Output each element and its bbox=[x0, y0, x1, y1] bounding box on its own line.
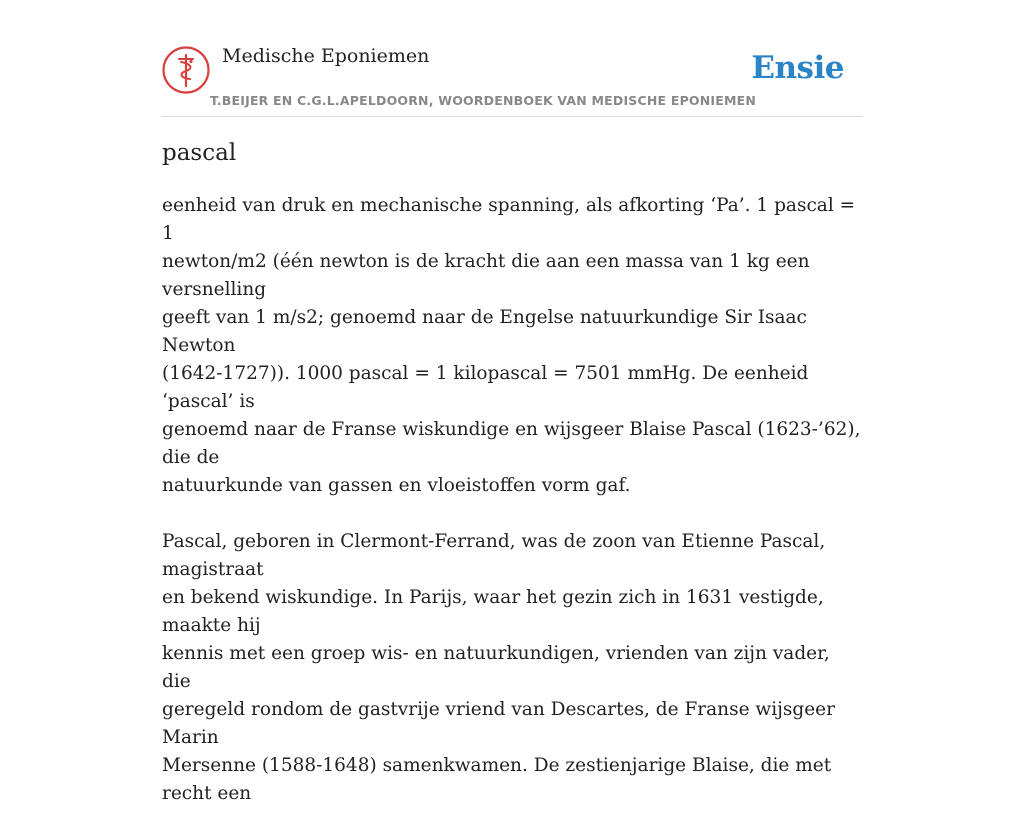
definition-paragraph: Pascal, geboren in Clermont-Ferrand, was de zoon van Etienne Pascal, magistraat en bekend wiskundige. In Parijs, waar het gezin zich in 1631 vestigde, maakte hij kennis met een groep wis- en natuurkundigen, vrienden van zijn vader, die geregeld rondom de gastvrije vriend van Descartes, de Franse wijsgeer Marin Mersenne (1588-1648) samenkwamen. De zestienjarige Blaise, die met recht een bbox=[162, 531, 835, 804]
definition-paragraph: eenheid van druk en mechanische spanning, als afkorting ‘Pa’. 1 pascal = 1 newton/m2 (één newton is de kracht die aan een massa van 1 kg een versnelling geeft van 1 m/s2; genoemd naar de Engelse natuurkundige Sir Isaac Newton (1642-1727)). 1000 pascal = 1 kilopascal = 7501 mmHg. De eenheid ‘pascal’ is genoemd naar de Franse wiskundige en wijsgeer Blaise Pascal (1623-’62), die de natuurkunde van gassen en vloeistoffen vorm gaf. bbox=[162, 195, 861, 496]
entry-headword: pascal bbox=[162, 140, 237, 166]
source-byline: T.BEIJER EN C.G.L.APELDOORN, WOORDENBOEK VAN MEDISCHE EPONIEMEN bbox=[210, 93, 757, 108]
site-title[interactable]: Medische Eponiemen bbox=[222, 45, 430, 67]
header bbox=[162, 0, 862, 117]
ensie-logo[interactable]: Ensie bbox=[751, 50, 844, 86]
entry-definition bbox=[162, 192, 862, 836]
caduceus-icon[interactable] bbox=[162, 46, 210, 94]
